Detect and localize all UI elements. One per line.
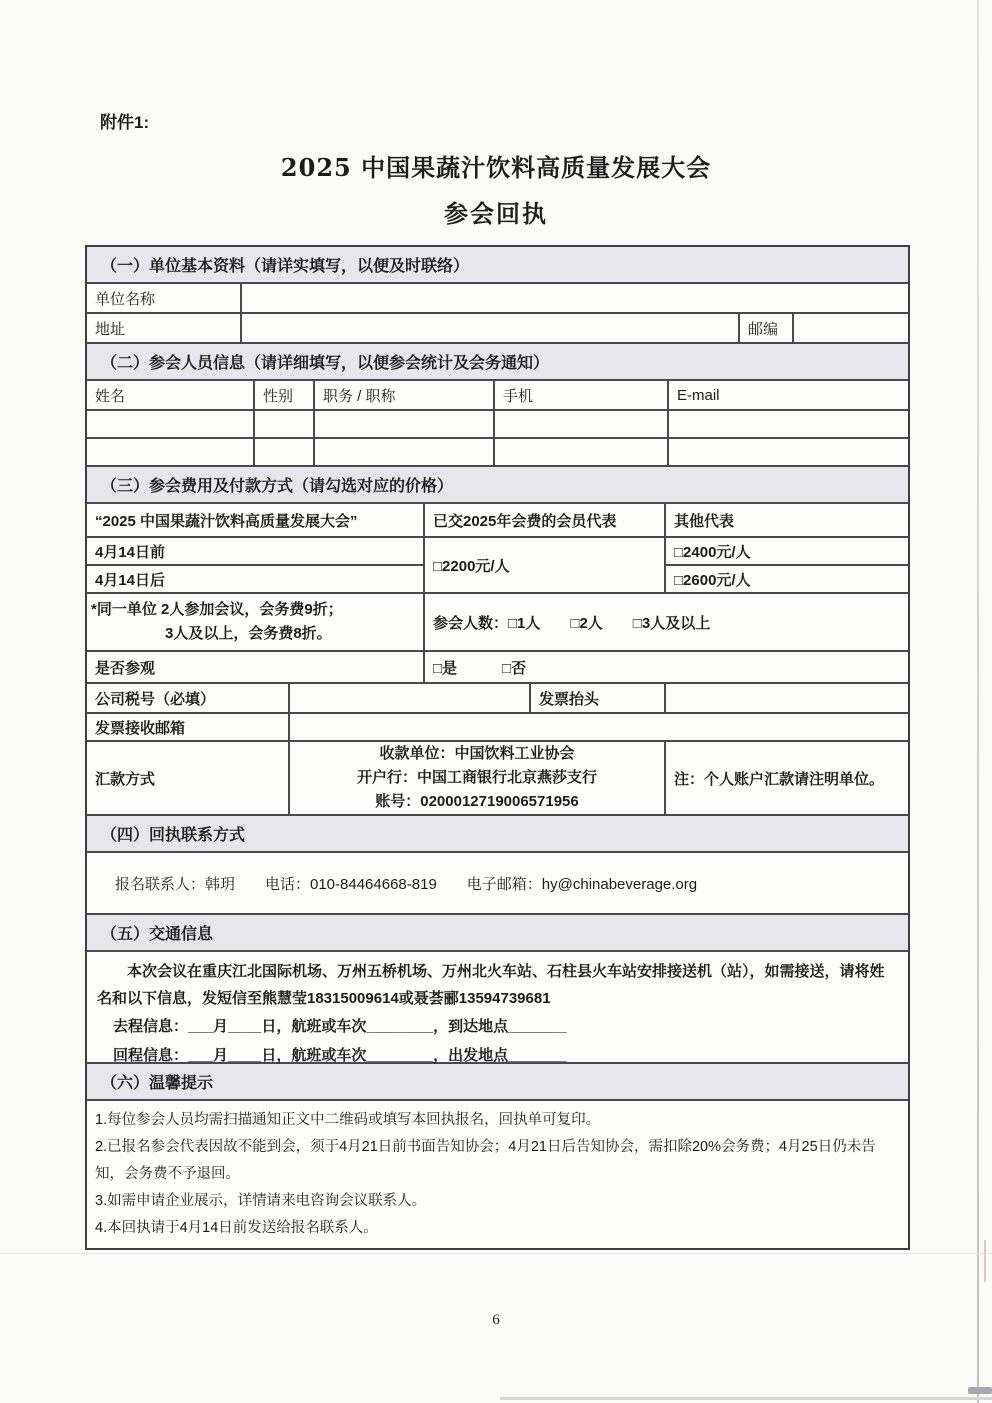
- fee-col-other: 其他代表: [674, 512, 735, 530]
- payment-payee-line: 收款单位：中国饮料工业协会: [379, 745, 575, 762]
- attendee-count-checkboxes: 参会人数：□1人 □2人 □3人及以上: [433, 614, 711, 632]
- fee-table-header-row: [87, 504, 908, 538]
- empty-cell: [87, 411, 255, 437]
- after-date-label: 4月14日后: [95, 571, 166, 589]
- discount-note-line2: 3人及以上，会务费8折。: [165, 625, 332, 642]
- document-subtitle: 参会回执: [444, 199, 548, 228]
- invoice-email-row: [87, 714, 908, 742]
- fee-col-member: 已交2025年会费的会员代表: [425, 504, 666, 536]
- note-1: 1.每位参会人员均需扫描通知正文中二维码或填写本回执报名，回执单可复印。: [95, 1112, 601, 1128]
- registration-form-table: [85, 245, 910, 1250]
- empty-cell: [315, 411, 495, 437]
- scan-bottom-artifact: [500, 1397, 992, 1400]
- section6-header: （六）温馨提示: [87, 1064, 908, 1101]
- note-3: 3.如需申请企业展示，详情请来电咨询会议联系人。: [95, 1193, 427, 1209]
- other-price-before-checkbox: □2400元/人: [666, 538, 908, 566]
- section2-header: （二）参会人员信息（请详细填写，以便参会统计及会务通知）: [87, 344, 908, 381]
- address-input-cell: [242, 314, 740, 342]
- member-price-checkbox: □2200元/人: [425, 538, 666, 592]
- unit-name-label: 单位名称: [87, 284, 242, 312]
- visit-options-checkboxes: □是 □否: [433, 659, 527, 677]
- transport-info: [87, 952, 908, 1064]
- discount-note: [87, 594, 425, 650]
- attachment-label: 附件1:: [100, 113, 150, 132]
- section4-header: （四）回执联系方式: [87, 816, 908, 853]
- payment-note: 注：个人账户汇款请注明单位。: [674, 770, 885, 788]
- section3-header: （三）参会费用及付款方式（请勾选对应的价格）: [87, 467, 908, 504]
- note-4: 4.本回执请于4月14日前发送给报名联系人。: [95, 1220, 378, 1236]
- tax-id-input-cell: [290, 684, 531, 712]
- empty-cell: [255, 439, 315, 465]
- other-price-cells: [666, 538, 908, 592]
- payment-details: [290, 742, 666, 814]
- empty-cell: [495, 439, 669, 465]
- other-price-after-checkbox: □2600元/人: [674, 571, 751, 589]
- postal-code-input-cell: [794, 314, 908, 342]
- col-mobile: 手机: [495, 381, 669, 409]
- reminder-notes: [87, 1101, 908, 1248]
- fee-date-cells: [87, 538, 425, 592]
- empty-cell: [669, 439, 908, 465]
- visit-label: 是否参观: [87, 652, 425, 682]
- postal-code-label: 邮编: [740, 314, 794, 342]
- address-row: [87, 314, 908, 344]
- payment-bank-line: 开户行：中国工商银行北京燕莎支行: [356, 769, 597, 786]
- invoice-title-label: 发票抬头: [531, 684, 666, 712]
- address-label: 地址: [87, 314, 242, 342]
- scan-edge-artifact: [977, 0, 979, 1403]
- visit-row: [87, 652, 908, 684]
- payment-row: [87, 742, 908, 816]
- unit-name-input-cell: [242, 284, 908, 312]
- discount-row: [87, 594, 908, 652]
- scan-tick-artifact: [984, 1240, 986, 1282]
- tax-id-label: 公司税号（必填）: [87, 684, 290, 712]
- attendee-empty-row: [87, 411, 908, 439]
- payment-account-line: 账号：0200012719006571956: [375, 793, 579, 810]
- scan-corner-artifact: [968, 1387, 992, 1394]
- attendee-empty-row: [87, 439, 908, 467]
- fee-price-row: [87, 538, 908, 594]
- invoice-email-label: 发票接收邮箱: [87, 714, 290, 740]
- col-email: E-mail: [677, 386, 720, 404]
- attendee-table-header-row: [87, 381, 908, 411]
- section1-header: （一）单位基本资料（请详实填写，以便及时联络）: [87, 247, 908, 284]
- note-2: 2.已报名参会代表因故不能到会，须于4月21日前书面告知协会；4月21日后告知协会，需扣除20%会务费；4月25日仍未告知，会务费不予退回。: [95, 1139, 876, 1182]
- outbound-trip-line: 去程信息：___月____日，航班或车次________，到达地点_______: [113, 1018, 567, 1035]
- invoice-email-input-cell: [290, 714, 908, 740]
- page-number: 6: [492, 1312, 500, 1328]
- section5-header: （五）交通信息: [87, 915, 908, 952]
- empty-cell: [255, 411, 315, 437]
- col-name: 姓名: [87, 381, 255, 409]
- before-date-label: 4月14日前: [87, 538, 423, 566]
- col-gender: 性别: [255, 381, 315, 409]
- document-title: 2025 中国果蔬汁饮料高质量发展大会: [280, 153, 712, 182]
- empty-cell: [669, 411, 908, 437]
- return-trip-line: 回程信息：___月____日，航班或车次________，出发地点_______: [113, 1047, 567, 1064]
- unit-name-row: [87, 284, 908, 314]
- empty-cell: [87, 439, 255, 465]
- fee-col-conference: “2025 中国果蔬汁饮料高质量发展大会”: [87, 504, 425, 536]
- col-title: 职务 / 职称: [315, 381, 495, 409]
- scan-line-artifact: [0, 1253, 992, 1254]
- invoice-title-input-cell: [666, 684, 908, 712]
- transport-paragraph: 本次会议在重庆江北国际机场、万州五桥机场、万州北火车站、石柱县火车站安排接送机（站），如需接送，请将姓名和以下信息，发短信至熊慧莹18315009614或聂荟郦13594739681: [97, 963, 885, 1007]
- empty-cell: [495, 411, 669, 437]
- discount-note-line1: *同一单位 2人参加会议，会务费9折；: [91, 601, 343, 618]
- empty-cell: [315, 439, 495, 465]
- payment-method-label: 汇款方式: [87, 742, 290, 814]
- registration-contact-line: 报名联系人：韩玥 电话：010-84464668-819 电子邮箱：hy@chinabeverage.org: [87, 853, 908, 915]
- tax-id-row: [87, 684, 908, 714]
